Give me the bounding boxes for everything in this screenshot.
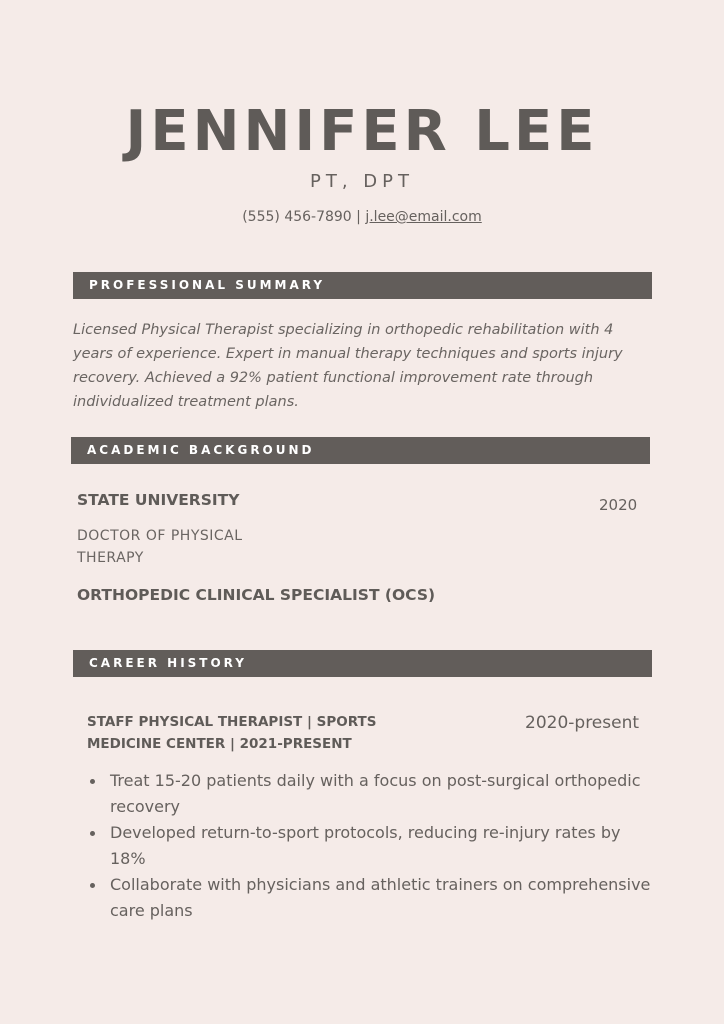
list-item <box>88 768 658 820</box>
bullet-icon <box>90 779 95 784</box>
degree-line-1: DOCTOR OF PHYSICAL <box>77 528 243 544</box>
candidate-name: JENNIFER LEE <box>125 99 599 164</box>
certification: ORTHOPEDIC CLINICAL SPECIALIST (OCS) <box>77 586 436 604</box>
list-item <box>88 872 658 924</box>
education-year: 2020 <box>599 496 638 514</box>
email-link[interactable]: j.lee@email.com <box>365 209 482 225</box>
bullet-icon <box>90 883 95 888</box>
list-item <box>88 820 658 872</box>
job-title-line-1: STAFF PHYSICAL THERAPIST | SPORTS <box>87 714 377 730</box>
school-name: STATE UNIVERSITY <box>77 491 240 509</box>
phone-number: (555) 456-7890 <box>242 209 352 225</box>
bullet-text: Developed return-to-sport protocols, reducing re-injury rates by 18% <box>110 823 621 868</box>
section-header-career: CAREER HISTORY <box>73 650 652 677</box>
degree <box>77 525 243 569</box>
section-header-summary: PROFESSIONAL SUMMARY <box>73 272 652 299</box>
bullet-icon <box>90 831 95 836</box>
job-dates: 2020-present <box>525 713 640 733</box>
job-bullets <box>88 768 658 924</box>
bullet-text: Collaborate with physicians and athletic trainers on comprehensive care plans <box>110 875 651 920</box>
contact-line <box>0 209 724 225</box>
contact-separator: | <box>356 209 361 225</box>
bullet-text: Treat 15-20 patients daily with a focus on post-surgical orthopedic recovery <box>110 771 641 816</box>
job-title <box>87 711 376 755</box>
section-header-education: ACADEMIC BACKGROUND <box>71 437 650 464</box>
degree-line-2: THERAPY <box>77 550 144 566</box>
credentials: PT, DPT <box>309 171 414 192</box>
job-title-line-2: MEDICINE CENTER | 2021-PRESENT <box>87 736 352 752</box>
summary-text: Licensed Physical Therapist specializing in orthopedic rehabilitation with 4 years of experience. Expert in manual therapy techniques and sports injury recovery. Achieved a 92% patient functional improvement rate through individualized treatment plans. <box>73 322 623 410</box>
